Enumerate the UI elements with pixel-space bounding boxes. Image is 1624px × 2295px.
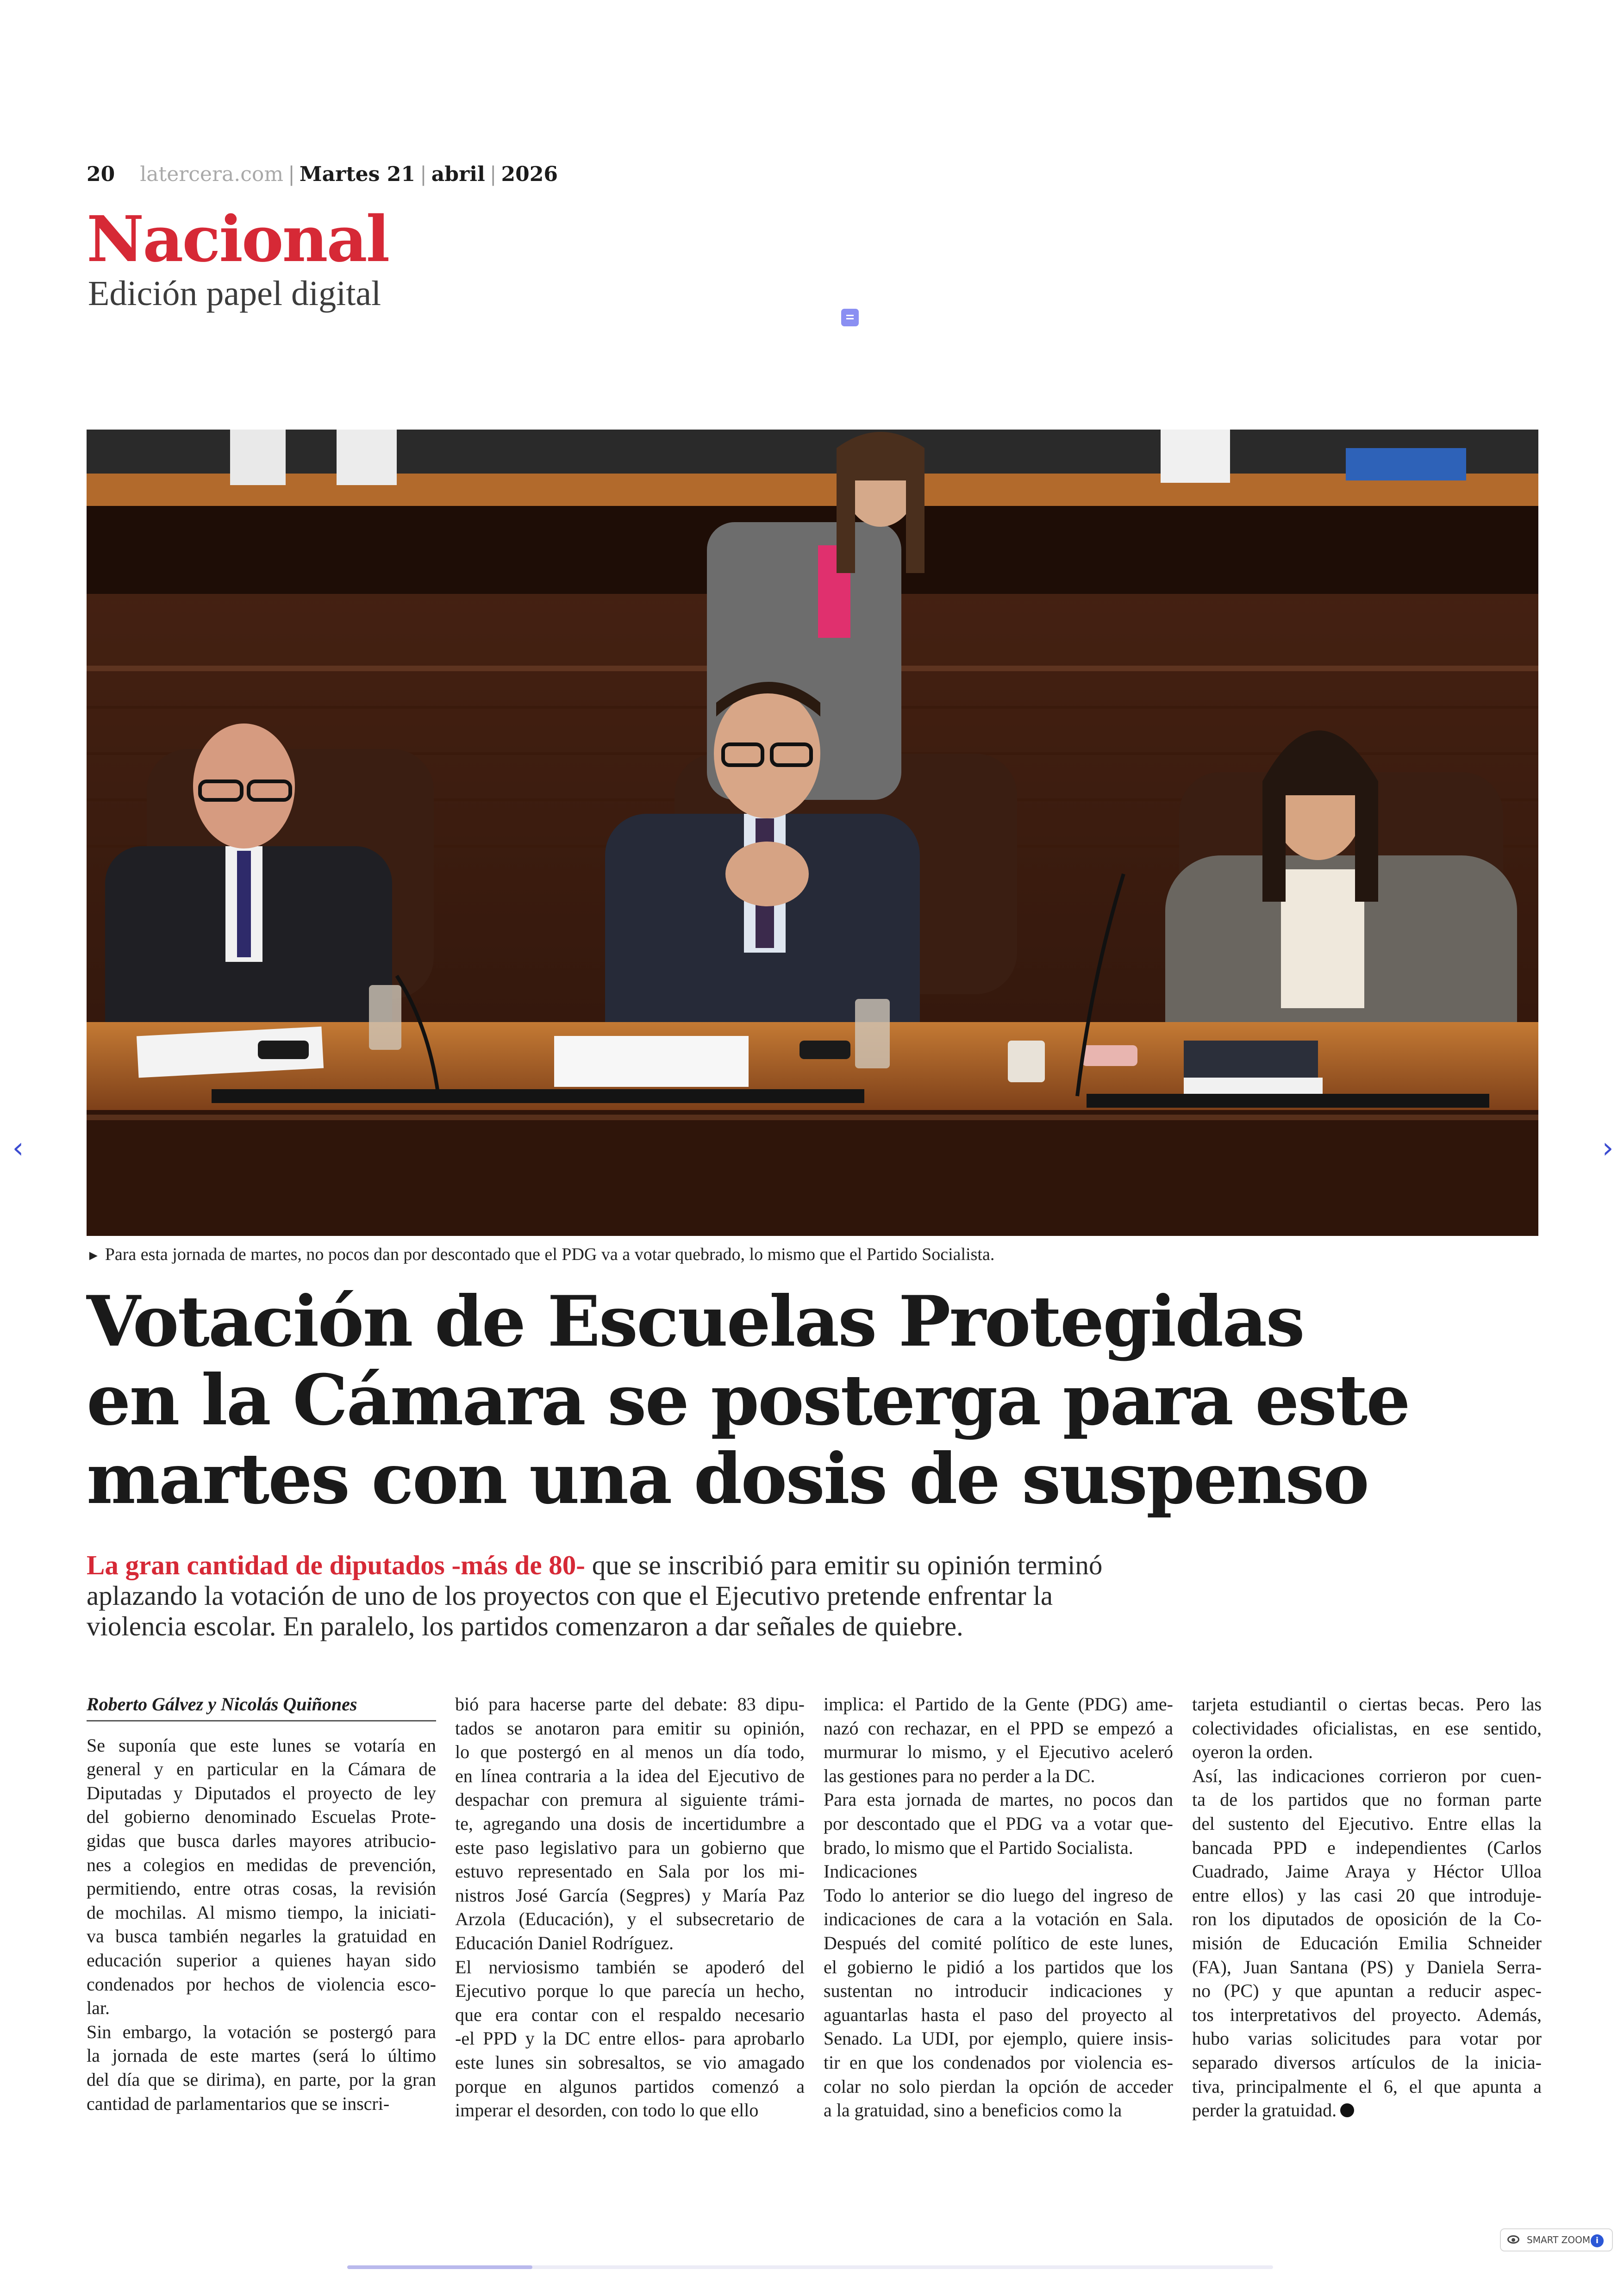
headline-line: martes con una dosis de suspenso — [87, 1438, 1368, 1520]
article-text-line: entre ellos) y las casi 20 que introduje- — [1192, 1884, 1542, 1906]
smart-zoom-button[interactable] — [1500, 2228, 1613, 2251]
article-text-line: tarjeta estudiantil o ciertas becas. Pero las — [1192, 1694, 1542, 1715]
article-text-line: Se suponía que este lunes se votaría en — [87, 1734, 436, 1756]
article-text-line: a la gratuidad, sino a beneficios como la — [824, 2100, 1122, 2121]
article-column-4 — [1192, 1692, 1542, 2122]
article-text-line: Así, las indicaciones corrieron por cuen- — [1192, 1765, 1542, 1786]
article-dek — [87, 1550, 1383, 1641]
article-text-line: porque en algunos partidos comenzó a — [455, 2076, 805, 2097]
article-column-1 — [87, 1692, 436, 2115]
article-text-line: va busca también negarles la gratuidad en — [87, 1926, 436, 1947]
article-text-line: este paso legislativo para un gobierno que — [455, 1837, 805, 1858]
article-text-line: El nerviosismo también se apoderó del — [455, 1956, 805, 1977]
article-text-line: estuvo representado en Sala por los mi- — [455, 1861, 805, 1882]
previous-page-icon[interactable]: ‹ — [12, 1131, 24, 1165]
article-text-line: implica: el Partido de la Gente (PDG) ame- — [824, 1694, 1173, 1715]
article-text-line: aguantarlas hasta el paso del proyecto al — [824, 2004, 1173, 2025]
issue-date-year: 2026 — [501, 162, 558, 186]
article-text-line: colar no solo pierdan la opción de acceder — [824, 2076, 1173, 2097]
article-text-line: por descontado que el PDG va a votar que- — [824, 1813, 1173, 1834]
article-text-line: educación superior a quienes hayan sido — [87, 1949, 436, 1971]
article-text-line: general y en particular en la Cámara de — [87, 1759, 436, 1780]
photo-illustration — [87, 430, 1538, 1236]
article-column-2 — [455, 1692, 805, 2122]
article-text-line: te, agregando una dosis de incertidumbre a — [455, 1813, 805, 1834]
article-text-line: misión de Educación Emilia Schneider — [1192, 1932, 1542, 1953]
article-text-line: perder la gratuidad. — [1192, 2098, 1542, 2122]
article-text-line: -el PPD y la DC entre ellos- para aprobarlo — [455, 2028, 805, 2049]
article-text-line: el gobierno le pidió a los partidos que los — [824, 1956, 1173, 1977]
article-text-line: Arzola (Educación), y el subsecretario de — [455, 1908, 805, 1930]
dek-highlight: La gran cantidad de diputados -más de 80- — [87, 1550, 585, 1580]
article-text-line: hubo varias solicitudes para votar por — [1192, 2028, 1542, 2049]
article-text-line: oyeron la orden. — [1192, 1741, 1313, 1763]
article-text-line: Senado. La UDI, por ejemplo, quiere insis- — [824, 2028, 1173, 2049]
article-text-line: Educación Daniel Rodríguez. — [455, 1932, 674, 1953]
article-text-line: tos interpretativos del proyecto. Además, — [1192, 2004, 1542, 2025]
article-text-line: lo que postergó en al menos un día todo, — [455, 1741, 805, 1763]
article-text-line: Después del comité político de este lunes, — [824, 1932, 1173, 1953]
article-text-line: nazó con rechazar, en el PPD se empezó a — [824, 1717, 1173, 1739]
article-text-line: del día que se dirima), en parte, por la gran — [87, 2069, 436, 2090]
article-text-line: despachar con premura al siguiente trámi- — [455, 1789, 805, 1810]
article-text-line: del sustento del Ejecutivo. Entre ellas la — [1192, 1813, 1542, 1834]
article-text-line: tados se anotaron para emitir su opinión, — [455, 1717, 805, 1739]
caption-text: Para esta jornada de martes, no pocos dan por descontado que el PDG va a votar quebrado, lo mismo que el Partido Socialista. — [105, 1245, 995, 1264]
article-text-line: bió para hacerse parte del debate: 83 dipu- — [455, 1694, 805, 1715]
issue-date-day: Martes 21 — [299, 162, 415, 186]
article-text-line: Para esta jornada de martes, no pocos dan — [824, 1789, 1173, 1810]
issue-date-month: abril — [431, 162, 485, 186]
page-progress-fill — [347, 2265, 532, 2269]
article-text-line: (FA), Juan Santana (PS) y Daniela Serra- — [1192, 1956, 1542, 1977]
article-text-line: Todo lo anterior se dio luego del ingreso de — [824, 1884, 1173, 1906]
article-text-line: de mochilas. Al mismo tiempo, la iniciati- — [87, 1902, 436, 1923]
article-text-line: condenados por hechos de violencia esco- — [87, 1973, 436, 1995]
article-text-line: murmurar lo mismo, y el Ejecutivo aceleró — [824, 1741, 1173, 1763]
headline-line: en la Cámara se posterga para este — [87, 1360, 1409, 1441]
article-photo — [87, 430, 1538, 1236]
next-page-icon[interactable]: › — [1602, 1131, 1614, 1165]
dek-text: aplazando la votación de uno de los proyectos con que el Ejecutivo pretende enfrentar la — [87, 1580, 1053, 1611]
article-text-line: la jornada de este martes (será lo último — [87, 2045, 436, 2066]
site-name: latercera.com — [140, 162, 284, 186]
article-text-line: nes a colegios en medidas de prevención, — [87, 1854, 436, 1875]
page-progress-bar[interactable] — [347, 2265, 1273, 2269]
page-header: 20 latercera.com | Martes 21 | abril | 2026 — [87, 162, 558, 186]
article-text-line: Ejecutivo porque lo que parecía un hecho, — [455, 1980, 805, 2002]
byline: Roberto Gálvez y Nicolás Quiñones — [87, 1692, 436, 1721]
article-text-line: no (PC) y que apuntan a reducir aspec- — [1192, 1980, 1542, 2002]
end-of-article-mark — [1340, 2103, 1354, 2117]
article-text-line: las gestiones para no perder a la DC. — [824, 1765, 1095, 1786]
eye-icon — [1507, 2235, 1519, 2244]
article-text-line: este lunes sin sobresaltos, se vio amagado — [455, 2052, 805, 2073]
article-text-line: sustentan no introducir indicaciones y — [824, 1980, 1173, 2002]
caption-marker: ► — [87, 1248, 100, 1263]
headline-line: Votación de Escuelas Protegidas — [87, 1281, 1304, 1362]
article-text-line: brado, lo mismo que el Partido Socialista. — [824, 1837, 1133, 1858]
edition-label: Edición papel digital — [88, 274, 381, 313]
article-text-line: separado diversos artículos de la inicia- — [1192, 2052, 1542, 2073]
article-text-line: en línea contraria a la idea del Ejecutivo de — [455, 1765, 805, 1786]
article-column-3 — [824, 1692, 1173, 2122]
article-text-line: cantidad de parlamentarios que se inscri- — [87, 2093, 390, 2114]
article-text-line: permitiendo, entre otras cosas, la revisión — [87, 1878, 436, 1899]
article-text-line: indicaciones de cara a la votación en Sala. — [824, 1908, 1173, 1930]
dek-text: violencia escolar. En paralelo, los partidos comenzaron a dar señales de quiebre. — [87, 1611, 963, 1641]
note-icon[interactable] — [841, 309, 859, 326]
article-text-line: ron los diputados de oposición de la Co- — [1192, 1908, 1542, 1930]
article-text-line: ta de los partidos que no forman parte — [1192, 1789, 1542, 1810]
article-text-line: del gobierno denominado Escuelas Prote- — [87, 1806, 436, 1827]
article-text-line: Indicaciones — [824, 1861, 918, 1882]
page-number: 20 — [87, 162, 115, 186]
section-title: Nacional — [87, 202, 389, 276]
article-text-line: tiva, principalmente el 6, el que apunta a — [1192, 2076, 1542, 2097]
dek-text: que se inscribió para emitir su opinión terminó — [585, 1550, 1103, 1580]
article-text-line: que era contar con el respaldo necesario — [455, 2004, 805, 2025]
article-text-line: Cuadrado, Jaime Araya y Héctor Ulloa — [1192, 1861, 1542, 1882]
article-text-line: imperar el desorden, con todo lo que ello — [455, 2100, 759, 2121]
smart-zoom-label: SMART ZOOM — [1527, 2234, 1591, 2245]
article-text-line: Sin embargo, la votación se postergó para — [87, 2021, 436, 2042]
photo-caption — [87, 1242, 994, 1268]
article-headline — [87, 1282, 1429, 1518]
article-text-line: colectividades oficialistas, en ese sentido, — [1192, 1717, 1542, 1739]
article-text-line: bancada PPD e independientes (Carlos — [1192, 1837, 1542, 1858]
article-text-line: tir en que los condenados por violencia es- — [824, 2052, 1173, 2073]
article-text-line: nistros José García (Segpres) y María Paz — [455, 1884, 805, 1906]
article-text-line: lar. — [87, 1997, 110, 2019]
article-text-line: gidas que busca darles mayores atribucio- — [87, 1830, 436, 1851]
info-icon[interactable]: i — [1591, 2234, 1604, 2247]
article-text-line: Diputadas y Diputados el proyecto de ley — [87, 1782, 436, 1803]
